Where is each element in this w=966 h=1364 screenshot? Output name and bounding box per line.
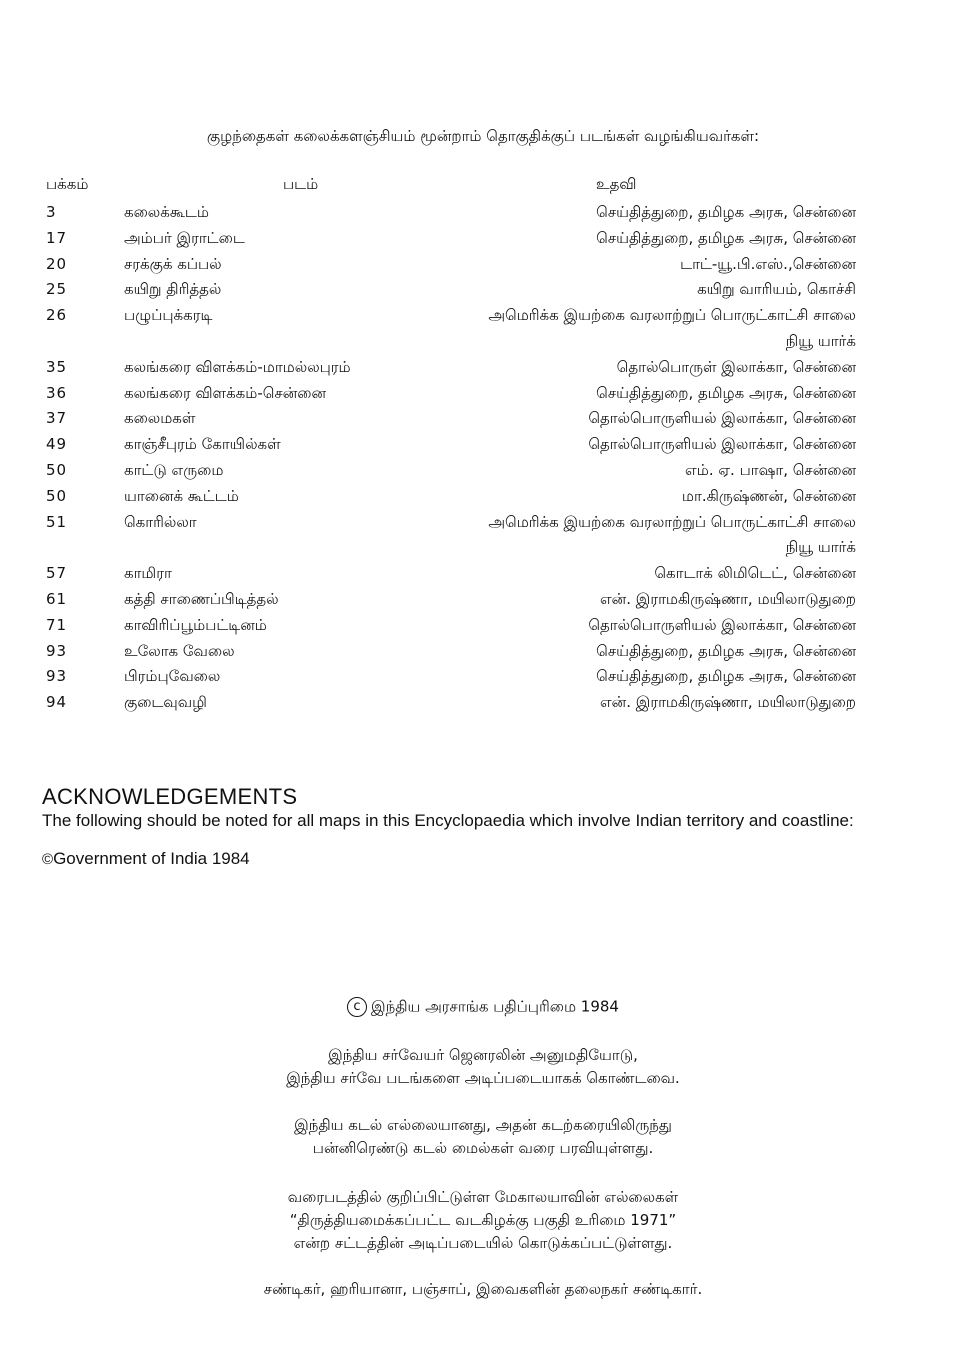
page-heading: குழந்தைகள் கலைக்களஞ்சியம் மூன்றாம் தொகுதிக்குப் படங்கள் வழங்கியவர்கள்: xyxy=(206,127,760,145)
notice-paragraph-2 xyxy=(0,1114,966,1160)
row-page-number: 37 xyxy=(46,409,68,428)
row-picture-title: சரக்குக் கப்பல் xyxy=(124,254,222,273)
row-credit: கொடாக் லிமிடெட், சென்னை xyxy=(654,564,856,583)
row-credit: எம். ஏ. பாஷா, சென்னை xyxy=(685,460,856,479)
notice-line: இந்திய சர்வே படங்களை அடிப்படையாகக் கொண்டவை. xyxy=(286,1069,680,1087)
notice-paragraph-1 xyxy=(0,1044,966,1090)
row-credit: தொல்பொருள் இலாக்கா, சென்னை xyxy=(616,357,856,376)
row-page-number: 26 xyxy=(46,306,68,325)
row-page-number: 93 xyxy=(46,667,68,686)
row-picture-title: காமிரா xyxy=(124,564,172,583)
row-picture-title: காவிரிப்பூம்பட்டினம் xyxy=(124,615,267,634)
row-picture-title: கயிறு திரித்தல் xyxy=(124,280,222,299)
row-picture-title: அம்பர் இராட்டை xyxy=(124,228,245,247)
row-page-number: 35 xyxy=(46,357,68,376)
row-credit-line-2: நியூ யார்க் xyxy=(785,331,856,350)
row-credit: செய்தித்துறை, தமிழக அரசு, சென்னை xyxy=(596,383,856,402)
table-row xyxy=(0,587,966,613)
row-picture-title: குடைவுவழி xyxy=(124,693,207,712)
row-page-number: 50 xyxy=(46,460,68,479)
table-row xyxy=(0,690,966,716)
row-picture-title: கலங்கரை விளக்கம்-மாமல்லபுரம் xyxy=(124,357,351,376)
row-picture-title: கலங்கரை விளக்கம்-சென்னை xyxy=(124,383,327,402)
row-credit: மா.கிருஷ்ணன், சென்னை xyxy=(681,486,856,505)
row-picture-title: கொரில்லா xyxy=(124,512,197,531)
row-page-number: 17 xyxy=(46,228,68,247)
row-credit: டாட்-யூ.பி.எஸ்.,சென்னை xyxy=(680,254,856,273)
row-picture-title: காஞ்சீபுரம் கோயில்கள் xyxy=(124,435,281,454)
column-header-credit: உதவி xyxy=(596,175,637,193)
copyright-icon: c xyxy=(347,997,367,1017)
table-row xyxy=(0,561,966,587)
notice-line: இந்திய சர்வேயர் ஜெனரலின் அனுமதியோடு, xyxy=(328,1046,638,1064)
row-picture-title: கலைமகள் xyxy=(124,409,196,428)
copyright-icon: © xyxy=(42,851,54,868)
row-credit: செய்தித்துறை, தமிழக அரசு, சென்னை xyxy=(596,228,856,247)
row-credit: அமெரிக்க இயற்கை வரலாற்றுப் பொருட்காட்சி சாலை xyxy=(488,306,856,325)
notice-paragraph-3 xyxy=(0,1186,966,1255)
table-row xyxy=(0,277,966,303)
acknowledgements-title: ACKNOWLEDGEMENTS xyxy=(42,784,298,809)
row-picture-title: பழுப்புக்கரடி xyxy=(124,306,213,325)
row-credit: என். இராமகிருஷ்ணா, மயிலாடுதுறை xyxy=(599,589,856,608)
acknowledgements-body: The following should be noted for all maps in this Encyclopaedia which involve Indian territory and coastline: xyxy=(42,811,854,830)
table-row xyxy=(0,303,966,355)
row-page-number: 93 xyxy=(46,641,68,660)
row-credit: செய்தித்துறை, தமிழக அரசு, சென்னை xyxy=(596,667,856,686)
acknowledgements-copyright xyxy=(42,849,250,869)
tamil-copyright-text: இந்திய அரசாங்க பதிப்புரிமை 1984 xyxy=(371,997,619,1016)
notice-line: “திருத்தியமைக்கப்பட்ட வடகிழக்கு பகுதி உரிமை 1971” xyxy=(289,1211,677,1229)
table-row xyxy=(0,458,966,484)
row-credit: அமெரிக்க இயற்கை வரலாற்றுப் பொருட்காட்சி சாலை xyxy=(488,512,856,531)
row-page-number: 61 xyxy=(46,589,68,608)
row-page-number: 20 xyxy=(46,254,68,273)
row-credit: தொல்பொருளியல் இலாக்கா, சென்னை xyxy=(588,615,856,634)
row-page-number: 50 xyxy=(46,486,68,505)
copyright-text: Government of India 1984 xyxy=(53,849,250,868)
row-credit: கயிறு வாரியம், கொச்சி xyxy=(697,280,856,299)
notice-line: என்ற சட்டத்தின் அடிப்படையில் கொடுக்கப்பட்டுள்ளது. xyxy=(293,1234,673,1252)
row-picture-title: உலோக வேலை xyxy=(124,641,235,660)
table-row xyxy=(0,252,966,278)
table-row xyxy=(0,639,966,665)
notice-line: இந்திய கடல் எல்லையானது, அதன் கடற்கரையிலிருந்து xyxy=(294,1116,672,1134)
tamil-copyright-line xyxy=(0,997,966,1018)
table-row xyxy=(0,381,966,407)
notice-line: வரைபடத்தில் குறிப்பிட்டுள்ள மேகாலயாவின் எல்லைகள் xyxy=(287,1188,679,1206)
row-picture-title: காட்டு எருமை xyxy=(124,460,224,479)
table-row xyxy=(0,613,966,639)
table-row xyxy=(0,432,966,458)
table-row xyxy=(0,664,966,690)
table-row xyxy=(0,484,966,510)
row-page-number: 71 xyxy=(46,615,68,634)
row-credit: என். இராமகிருஷ்ணா, மயிலாடுதுறை xyxy=(599,693,856,712)
row-page-number: 3 xyxy=(46,203,57,221)
row-picture-title: யானைக் கூட்டம் xyxy=(124,486,239,505)
row-page-number: 57 xyxy=(46,564,68,583)
credits-table xyxy=(0,200,966,716)
row-page-number: 36 xyxy=(46,383,68,402)
table-row xyxy=(0,355,966,381)
table-row xyxy=(0,200,966,226)
row-page-number: 49 xyxy=(46,435,68,454)
row-credit: தொல்பொருளியல் இலாக்கா, சென்னை xyxy=(588,409,856,428)
row-page-number: 51 xyxy=(46,512,68,531)
notice-paragraph-4: சண்டிகர், ஹரியானா, பஞ்சாப், இவைகளின் தலைநகர் சண்டிகார். xyxy=(263,1280,703,1298)
row-credit: தொல்பொருளியல் இலாக்கா, சென்னை xyxy=(588,435,856,454)
row-credit: செய்தித்துறை, தமிழக அரசு, சென்னை xyxy=(596,641,856,660)
table-row xyxy=(0,510,966,562)
table-row xyxy=(0,226,966,252)
row-page-number: 94 xyxy=(46,693,68,712)
notice-line: பன்னிரெண்டு கடல் மைல்கள் வரை பரவியுள்ளது. xyxy=(312,1139,654,1157)
column-header-page: பக்கம் xyxy=(46,175,89,193)
row-picture-title: கத்தி சாணைப்பிடித்தல் xyxy=(124,589,279,608)
row-picture-title: பிரம்புவேலை xyxy=(124,667,221,686)
table-row xyxy=(0,406,966,432)
column-header-picture: படம் xyxy=(283,175,319,193)
row-credit-line-2: நியூ யார்க் xyxy=(785,538,856,557)
row-picture-title: கலைக்கூடம் xyxy=(124,203,209,221)
row-credit: செய்தித்துறை, தமிழக அரசு, சென்னை xyxy=(596,203,856,221)
row-page-number: 25 xyxy=(46,280,68,299)
